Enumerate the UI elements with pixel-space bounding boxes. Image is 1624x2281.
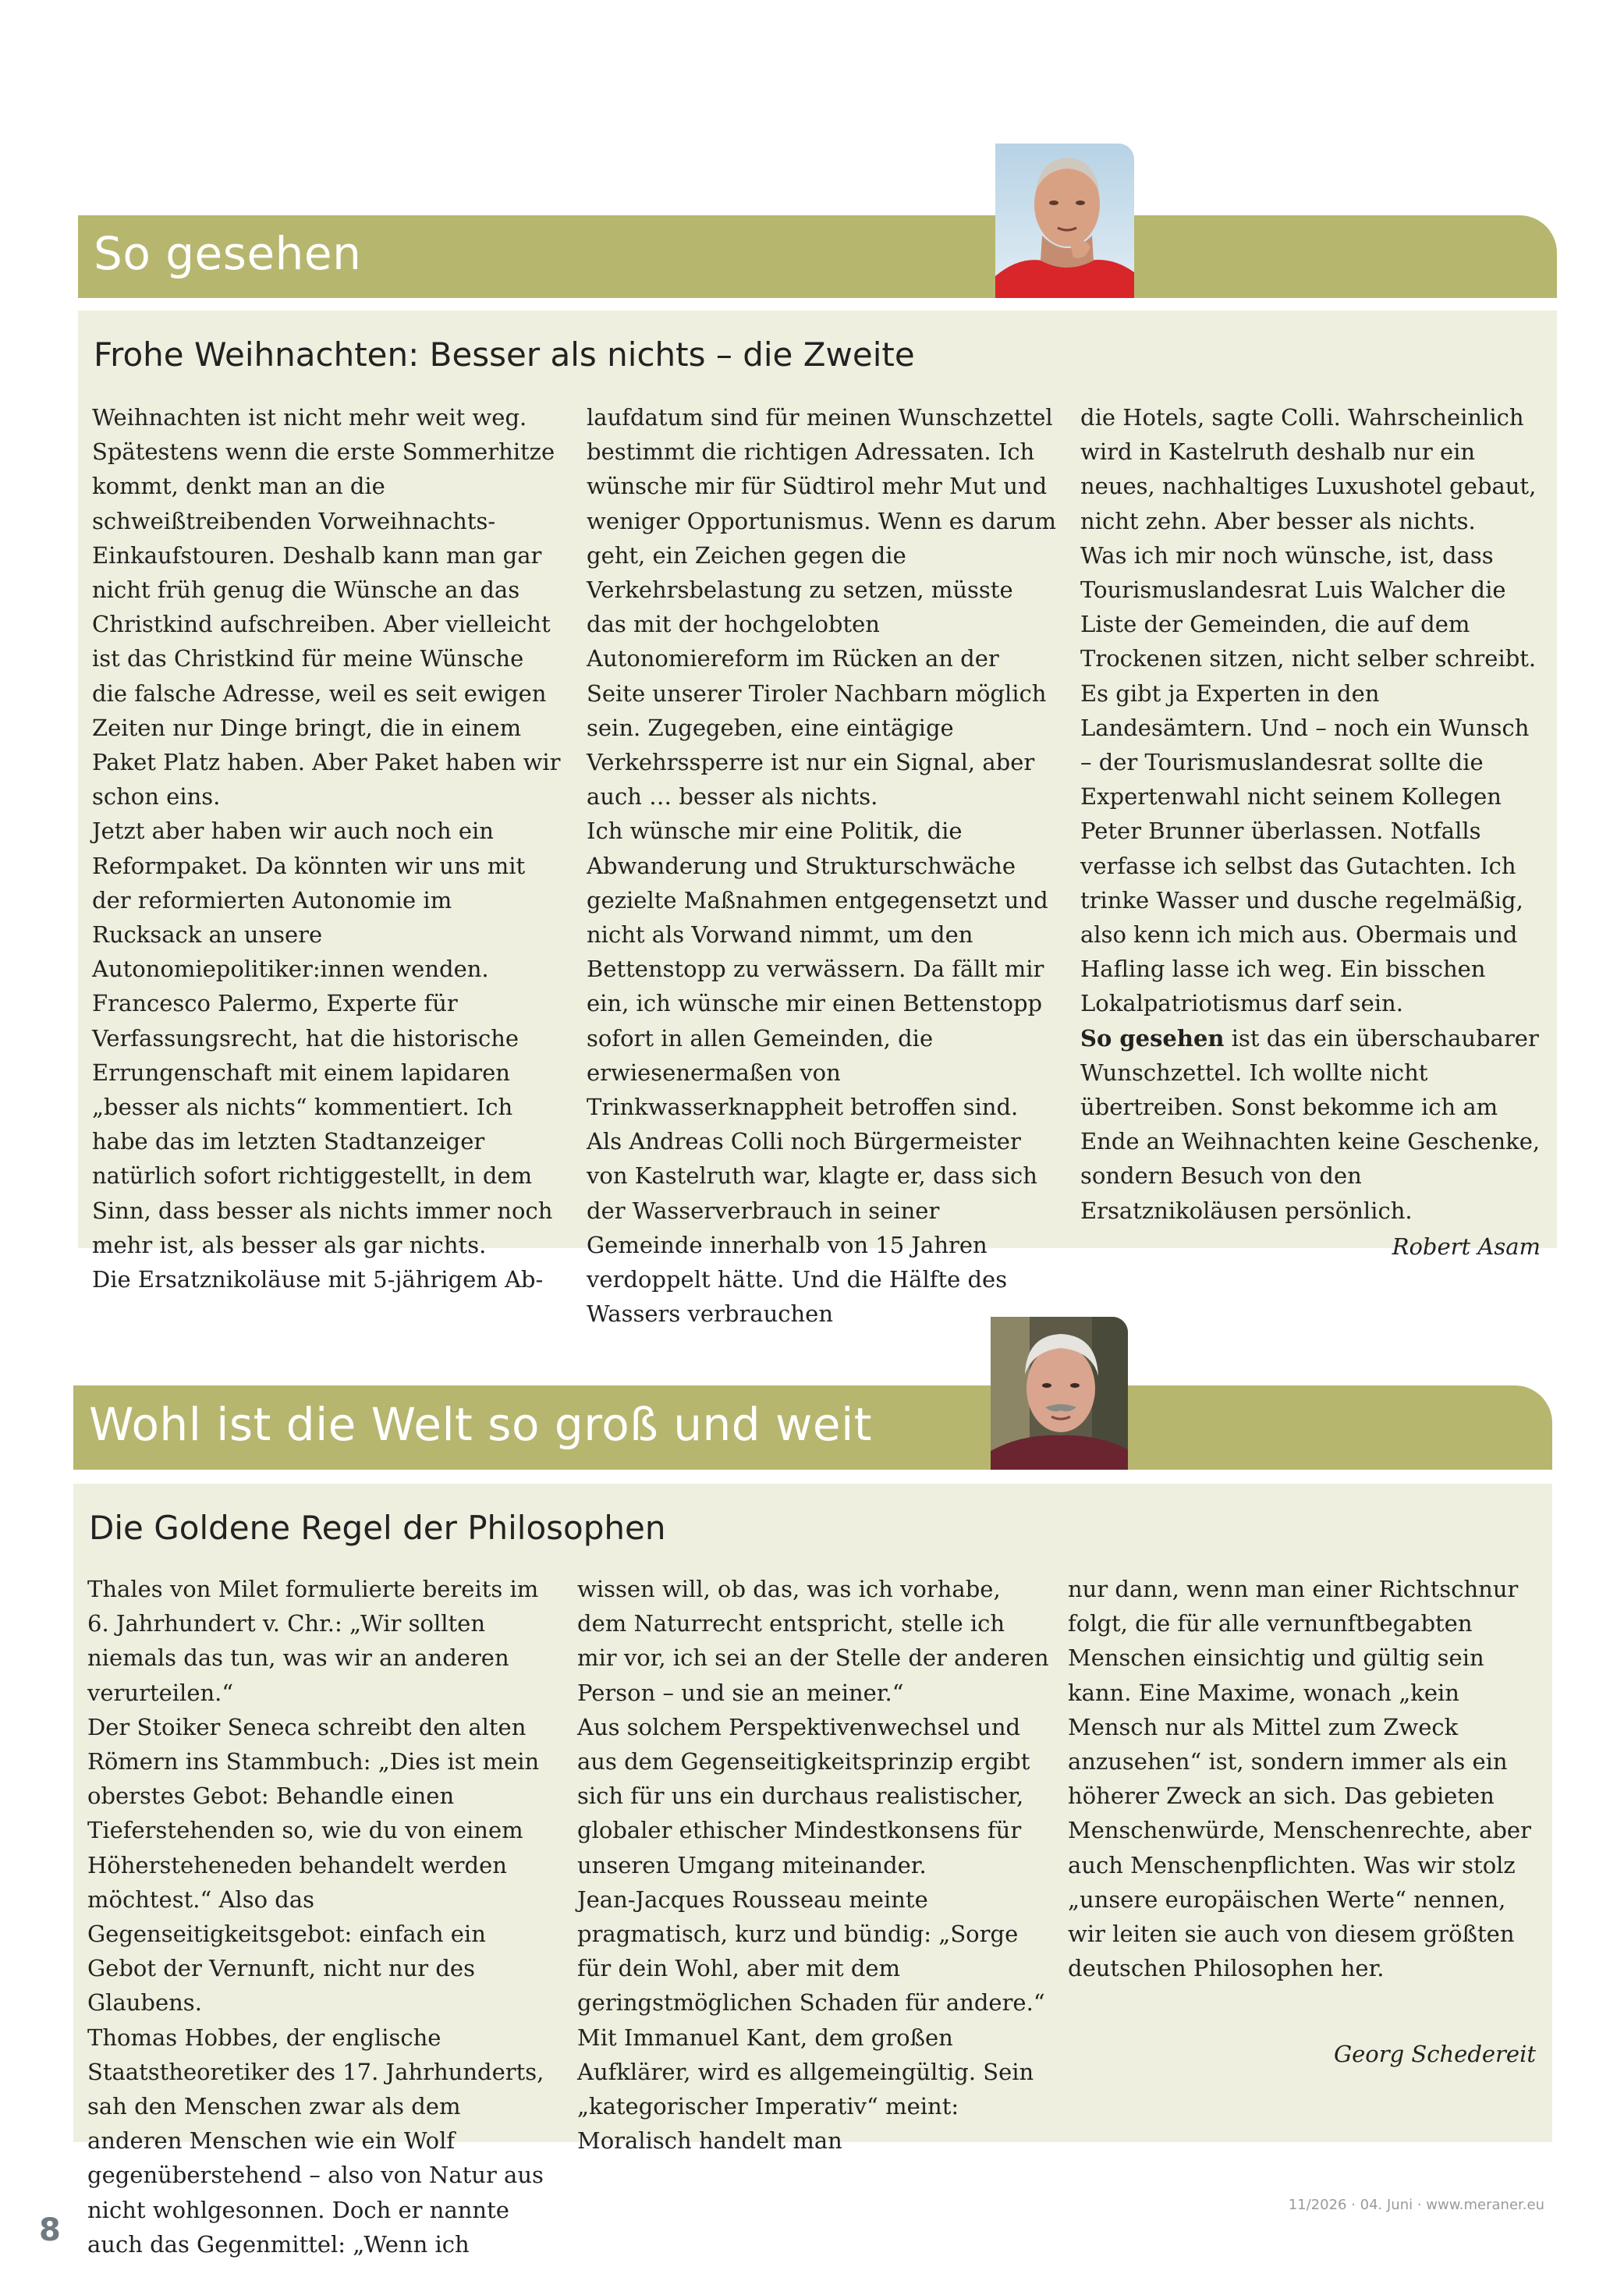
- author-signature: Robert Asam: [1392, 1233, 1541, 1260]
- paragraph: die Hotels, sagte Colli. Wahrscheinlich wird in Kastelruth deshalb nur ein neues, nachhaltiges Luxushotel gebaut, nicht zehn. Aber besser als nichts.: [1080, 404, 1537, 534]
- paragraph: Jetzt aber haben wir auch noch ein Reformpaket. Da könnten wir uns mit der reformierten Autonomie im Rucksack an unsere Autonomiepolitiker:innen wenden. Francesco Palermo, Experte für Verfassungsrecht, hat die historische Errungenschaft mit einem lapidaren „besser als nichts“ kommentiert. Ich habe das im letzten Stadtanzeiger natürlich sofort richtiggestellt, in dem Sinn, dass besser als nichts immer noch mehr ist, als besser als gar nichts.: [92, 818, 553, 1258]
- bold-lead: So gesehen: [1080, 1024, 1225, 1052]
- paragraph: Ich wünsche mir eine Politik, die Abwanderung und Strukturschwäche gezielte Maßnahmen entgegensetzt und nicht als Vorwand nimmt, um den Bettenstopp zu verwässern. Da fällt mir ein, ich wünsche mir einen Bettenstopp sofort in allen Gemeinden, die erwiesenermaßen von Trinkwasserknappheit betroffen sind. Als Andreas Colli noch Bürgermeister von Kastelruth war, klagte er, dass sich der Wasserverbrauch in seiner Gemeinde innerhalb von 15 Jahren verdoppelt hätte. Und die Hälfte des Wassers verbrauchen: [587, 818, 1048, 1328]
- section-band: [78, 215, 1557, 298]
- article-headline: Frohe Weihnachten: Besser als nichts – die Zweite: [94, 335, 915, 374]
- author-photo: [995, 144, 1134, 298]
- text-column: [92, 400, 565, 1297]
- paragraph: nur dann, wenn man einer Richtschnur folgt, die für alle vernunftbegabten Menschen einsichtig und gültig sein kann. Eine Maxime, wonach „kein Mensch nur als Mittel zum Zweck anzusehen“ ist, sondern immer als ein höherer Zweck an sich. Das gebieten Menschenwürde, Menschenrechte, aber auch Menschenpflichten. Was wir stolz „unsere europäischen Werte“ nennen, wir leiten sie auch von diesem größten deutschen Philosophen her.: [1068, 1576, 1531, 1982]
- text-column: [577, 1572, 1050, 2158]
- paragraph: Der Stoiker Seneca schreibt den alten Römern ins Stammbuch: „Dies ist mein oberstes Gebot: Behandle einen Tieferstehenden so, wie du von einem Höhersteheneden behandelt werden möchtest.“ Also das Gegenseitigkeitsgebot: einfach ein Gebot der Vernunft, nicht nur des Glaubens.: [87, 1713, 540, 2017]
- section-band: [73, 1385, 1552, 1470]
- article-headline: Die Goldene Regel der Philosophen: [89, 1509, 666, 1547]
- issue-info: 11/2026 · 04. Juni · www.meraner.eu: [1288, 2197, 1544, 2213]
- paragraph: [1080, 1021, 1541, 1228]
- article-box: [78, 310, 1557, 1328]
- paragraph: Die Ersatznikoläuse mit 5-jährigem Ab-: [92, 1266, 544, 1293]
- paragraph-text: ist das ein überschaubarer Wunschzettel. Ich wollte nicht übertreiben. Sonst bekomme ich am Ende an Weihnachten keine Geschenke, sondern Besuch von den Ersatznikoläusen persönlich.: [1080, 1024, 1541, 1224]
- paragraph: Thomas Hobbes, der englische Staatstheoretiker des 17. Jahrhunderts, sah den Menschen zwar als dem anderen Menschen wie ein Wolf gegenüberstehend – also von Natur aus nicht wohlgesonnen. Doch er nannte auch das Gegenmittel: „Wenn ich: [87, 2024, 544, 2258]
- paragraph: wissen will, ob das, was ich vorhabe, dem Naturrecht entspricht, stelle ich mir vor, ich sei an der Stelle der anderen Person – und sie an meiner.“: [577, 1576, 1049, 1706]
- paragraph: laufdatum sind für meinen Wunschzettel bestimmt die richtigen Adressaten. Ich wünsche mir für Südtirol mehr Mut und weniger Opportunismus. Wenn es darum geht, ein Zeichen gegen die Verkehrsbelastung zu setzen, müsste das mit der hochgelobten Autonomiereform im Rücken an der Seite unserer Tiroler Nachbarn möglich sein. Zugegeben, eine eintägige Verkehrssperre ist nur ein Signal, aber auch … besser als nichts.: [587, 404, 1056, 811]
- paragraph: Jean-Jacques Rousseau meinte pragmatisch, kurz und bündig: „Sorge für dein Wohl, aber mit dem geringstmöglichen Schaden für andere.“: [577, 1885, 1045, 2017]
- paragraph: Mit Immanuel Kant, dem großen Aufklärer, wird es allgemeingültig. Sein „kategorischer Imperativ“ meint: Moralisch handelt man: [577, 2024, 1034, 2155]
- text-column: [1068, 1572, 1536, 2072]
- author-signature: Georg Schedereit: [1333, 2041, 1536, 2068]
- paragraph: Was ich mir noch wünsche, ist, dass Tourismuslandesrat Luis Walcher die Liste der Gemeinden, die auf dem Trockenen sitzen, nicht selber schreibt. Es gibt ja Experten in den Landesämtern. Und – noch ein Wunsch – der Tourismuslandesrat sollte die Expertenwahl nicht seinem Kollegen Peter Brunner überlassen. Notfalls verfasse ich selbst das Gutachten. Ich trinke Wasser und dusche regelmäßig, also kenn ich mich aus. Obermais und Hafling lasse ich weg. Ein bisschen Lokalpatriotismus darf sein.: [1080, 541, 1537, 1017]
- paragraph: Thales von Milet formulierte bereits im 6. Jahrhundert v. Chr.: „Wir sollten niemals das tun, was wir an anderen verurteilen.“: [87, 1576, 539, 1706]
- paragraph: Weihnachten ist nicht mehr weit weg. Spätestens wenn die erste Sommerhitze kommt, denkt man an die schweißtreibenden Vorweihnachts-Einkaufstouren. Deshalb kann man gar nicht früh genug die Wünsche an das Christkind aufschreiben. Aber vielleicht ist das Christkind für meine Wünsche die falsche Adresse, weil es seit ewigen Zeiten nur Dinge bringt, die in einem Paket Platz haben. Aber Paket haben wir schon eins.: [92, 404, 561, 811]
- section-title: Wohl ist die Welt so groß und weit: [89, 1398, 872, 1451]
- paragraph: Aus solchem Perspektivenwechsel und aus dem Gegenseitigkeitsprinzip ergibt sich für uns ein durchaus realistischer, globaler ethischer Mindestkonsens für unseren Umgang miteinander.: [577, 1713, 1030, 1878]
- text-column: [87, 1572, 560, 2261]
- author-photo: [991, 1317, 1128, 1470]
- text-column: [1080, 400, 1541, 1264]
- page-number: 8: [39, 2212, 61, 2248]
- text-column: [587, 400, 1059, 1331]
- section-title: So gesehen: [94, 227, 362, 280]
